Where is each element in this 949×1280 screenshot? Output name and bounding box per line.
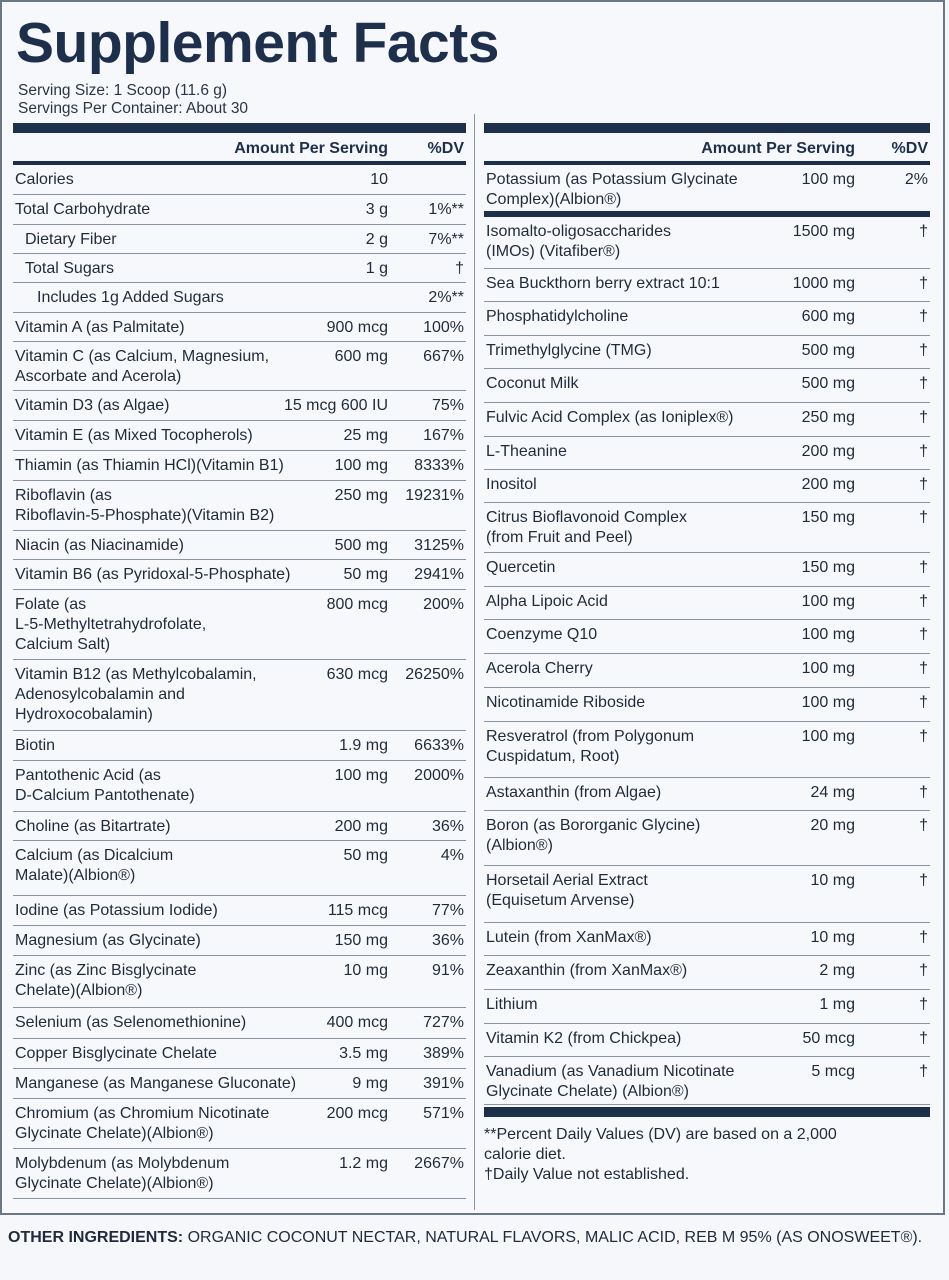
nutrient-row (484, 811, 930, 866)
nutrient-row (13, 225, 466, 254)
nutrient-dv: 167% (423, 427, 464, 444)
nutrient-row (13, 391, 466, 421)
nutrient-name: Isomalto-oligosaccharides (IMOs) (Vitafiber®) (486, 223, 671, 260)
nutrient-dv: 75% (431, 397, 464, 414)
nutrient-name: Calcium (as Dicalcium Malate)(Albion®) (15, 847, 174, 884)
nutrient-dv: 7%** (428, 231, 464, 248)
nutrient-dv: † (919, 375, 928, 392)
nutrient-name: Vitamin E (as Mixed Tocopherols) (15, 427, 253, 444)
nutrient-row (13, 731, 466, 761)
nutrient-amount: 1.2 mg (339, 1155, 388, 1172)
nutrient-dv: † (919, 694, 928, 711)
nutrient-name: Total Carbohydrate (15, 201, 151, 218)
nutrient-name: Boron (as Bororganic Glycine) (Albion®) (486, 817, 701, 854)
nutrient-row (13, 560, 466, 590)
nutrient-row (484, 369, 930, 403)
nutrient-dv: † (919, 929, 928, 946)
nutrient-amount: 150 mg (801, 509, 855, 526)
nutrient-amount: 20 mg (810, 817, 855, 834)
nutrient-name: Dietary Fiber (25, 231, 117, 248)
nutrient-row (13, 1069, 466, 1099)
nutrient-name: Lithium (486, 996, 538, 1013)
nutrient-amount: 25 mg (343, 427, 388, 444)
nutrient-dv: † (919, 509, 928, 526)
nutrient-name: Citrus Bioflavonoid Complex (from Fruit and Peel) (486, 509, 687, 546)
nutrient-name: Coenzyme Q10 (486, 626, 598, 643)
nutrient-amount: 500 mg (334, 537, 388, 554)
nutrient-amount: 3 g (365, 201, 388, 218)
nutrient-dv: † (919, 275, 928, 292)
nutrient-amount: 10 mg (810, 929, 855, 946)
nutrient-dv: 19231% (405, 487, 464, 504)
nutrient-amount: 115 mcg (327, 902, 388, 919)
top-bar (484, 123, 930, 133)
nutrient-dv: † (919, 308, 928, 325)
nutrient-amount: 24 mg (810, 784, 855, 801)
nutrient-name: Resveratrol (from Polygonum Cuspidatum, Root) (486, 728, 695, 765)
nutrient-amount: 250 mg (801, 409, 855, 426)
nutrient-row (484, 1024, 930, 1057)
nutrient-row (13, 342, 466, 391)
nutrient-name: Horsetail Aerial Extract (Equisetum Arvense) (486, 872, 648, 909)
nutrient-name: Molybdenum (as Molybdenum Glycinate Chelate)(Albion®) (15, 1155, 230, 1192)
nutrient-dv: 2%** (428, 289, 464, 306)
nutrient-row (484, 269, 930, 302)
nutrient-row (484, 778, 930, 811)
nutrient-row (484, 403, 930, 437)
nutrient-dv: † (919, 1030, 928, 1047)
nutrient-row (13, 841, 466, 896)
nutrient-dv: † (455, 260, 464, 277)
nutrient-dv: 36% (431, 932, 464, 949)
nutrient-dv: † (919, 728, 928, 745)
other-ingredients-text: ORGANIC COCONUT NECTAR, NATURAL FLAVORS, MALIC ACID, REB M 95% (AS ONOSWEET®). (183, 1229, 923, 1246)
column-divider (474, 114, 475, 1210)
nutrient-dv: 1%** (428, 201, 464, 218)
nutrient-name: Inositol (486, 476, 537, 493)
nutrient-name: Niacin (as Niacinamide) (15, 537, 184, 554)
nutrient-dv: 100% (423, 319, 464, 336)
nutrient-row (13, 812, 466, 841)
nutrient-name: Vitamin D3 (as Algae) (15, 397, 170, 414)
nutrient-row (484, 165, 930, 217)
nutrient-name: Selenium (as Selenomethionine) (15, 1014, 247, 1031)
other-ingredients (8, 1228, 938, 1248)
left-rows (13, 165, 466, 1199)
end-bar (484, 1107, 930, 1117)
nutrient-name: Zeaxanthin (from XanMax®) (486, 962, 688, 979)
nutrient-amount: 50 mg (343, 566, 388, 583)
nutrient-row (484, 990, 930, 1024)
nutrient-amount: 3.5 mg (339, 1045, 388, 1062)
nutrient-name: Phosphatidylcholine (486, 308, 629, 325)
nutrient-dv: 91% (431, 962, 464, 979)
nutrient-name: Choline (as Bitartrate) (15, 818, 171, 835)
nutrient-amount: 1500 mg (792, 223, 855, 240)
nutrient-amount: 900 mcg (326, 319, 388, 336)
nutrient-name: Manganese (as Manganese Gluconate) (15, 1075, 297, 1092)
nutrient-amount: 630 mcg (326, 666, 388, 683)
nutrient-amount: 10 mg (343, 962, 388, 979)
nutrient-row (13, 1149, 466, 1199)
nutrient-row (484, 1057, 930, 1105)
nutrient-name: Chromium (as Chromium Nicotinate Glycinate Chelate)(Albion®) (15, 1105, 270, 1142)
nutrient-row (484, 587, 930, 620)
nutrient-row (484, 470, 930, 503)
nutrient-amount: 200 mg (801, 476, 855, 493)
column-header (13, 133, 466, 165)
nutrient-row (13, 761, 466, 812)
nutrient-dv: † (919, 817, 928, 834)
nutrient-name: Acerola Cherry (486, 660, 593, 677)
nutrient-row (484, 336, 930, 369)
nutrient-name: Vitamin K2 (from Chickpea) (486, 1030, 682, 1047)
nutrient-name: Trimethylglycine (TMG) (486, 342, 652, 359)
nutrient-dv: 200% (423, 596, 464, 613)
nutrient-row (484, 503, 930, 553)
nutrient-dv: 26250% (405, 666, 464, 683)
nutrient-name: Quercetin (486, 559, 556, 576)
nutrient-amount: 200 mcg (326, 1105, 388, 1122)
nutrient-dv: † (919, 660, 928, 677)
amount-per-serving-header: Amount Per Serving (234, 140, 388, 157)
servings-per-container: Servings Per Container: About 30 (18, 100, 249, 117)
nutrient-dv: † (919, 1063, 928, 1080)
nutrient-dv: † (919, 223, 928, 240)
nutrient-name: Copper Bisglycinate Chelate (15, 1045, 217, 1062)
nutrient-name: Includes 1g Added Sugars (37, 289, 224, 306)
nutrient-amount: 600 mg (801, 308, 855, 325)
nutrient-amount: 150 mg (801, 559, 855, 576)
nutrient-name: Biotin (15, 737, 56, 754)
serving-size: Serving Size: 1 Scoop (11.6 g) (18, 82, 228, 99)
nutrient-row (13, 313, 466, 342)
nutrient-name: Vitamin B6 (as Pyridoxal-5-Phosphate) (15, 566, 291, 583)
nutrient-name: Astaxanthin (from Algae) (486, 784, 662, 801)
nutrient-row (13, 956, 466, 1008)
nutrient-row (484, 956, 930, 990)
nutrient-name: Vitamin B12 (as Methylcobalamin, Adenosylcobalamin and Hydroxocobalamin) (15, 666, 257, 723)
left-column (13, 123, 466, 1199)
nutrient-dv: † (919, 962, 928, 979)
dv-header: %DV (427, 140, 464, 157)
nutrient-dv: 571% (423, 1105, 464, 1122)
nutrient-amount: 100 mg (801, 660, 855, 677)
nutrient-amount: 1 mg (819, 996, 855, 1013)
nutrient-name: Fulvic Acid Complex (as Ioniplex®) (486, 409, 734, 426)
nutrient-name: Nicotinamide Riboside (486, 694, 646, 711)
nutrient-dv: † (919, 559, 928, 576)
nutrient-name: Vanadium (as Vanadium Nicotinate Glycinate Chelate) (Albion®) (486, 1063, 735, 1100)
nutrient-row (13, 421, 466, 451)
nutrient-dv: 2941% (414, 566, 464, 583)
nutrient-row (484, 620, 930, 654)
nutrient-dv: 2000% (414, 767, 464, 784)
nutrient-row (13, 531, 466, 560)
nutrient-row (13, 195, 466, 225)
nutrient-amount: 15 mcg 600 IU (283, 397, 388, 414)
nutrient-name: Vitamin A (as Palmitate) (15, 319, 185, 336)
nutrient-amount: 9 mg (352, 1075, 388, 1092)
nutrient-amount: 100 mg (334, 457, 388, 474)
nutrient-dv: 77% (431, 902, 464, 919)
nutrient-amount: 100 mg (801, 728, 855, 745)
nutrient-dv: 727% (423, 1014, 464, 1031)
nutrient-row (484, 217, 930, 269)
nutrient-row (484, 923, 930, 956)
nutrient-amount: 100 mg (801, 593, 855, 610)
nutrient-name: L-Theanine (486, 443, 567, 460)
nutrient-row (484, 688, 930, 722)
nutrient-name: Magnesium (as Glycinate) (15, 932, 201, 949)
nutrient-amount: 100 mg (334, 767, 388, 784)
nutrient-dv: 391% (423, 1075, 464, 1092)
nutrient-dv: † (919, 593, 928, 610)
nutrient-name: Alpha Lipoic Acid (486, 593, 608, 610)
nutrient-name: Iodine (as Potassium Iodide) (15, 902, 218, 919)
column-header (484, 133, 930, 165)
nutrient-dv: † (919, 409, 928, 426)
nutrient-amount: 100 mg (801, 626, 855, 643)
nutrient-name: Calories (15, 171, 74, 188)
nutrient-dv: † (919, 443, 928, 460)
nutrient-row (484, 553, 930, 587)
nutrient-row (13, 254, 466, 283)
nutrient-name: Pantothenic Acid (as D-Calcium Pantothenate) (15, 767, 195, 804)
nutrient-amount: 800 mcg (326, 596, 388, 613)
nutrient-row (13, 481, 466, 531)
nutrient-row (484, 722, 930, 778)
nutrient-amount: 2 g (365, 231, 388, 248)
nutrient-row (13, 1099, 466, 1149)
nutrient-dv: 2% (904, 171, 928, 188)
nutrient-row (13, 896, 466, 926)
nutrient-row (484, 654, 930, 688)
nutrient-amount: 50 mcg (802, 1030, 855, 1047)
top-bar (13, 123, 466, 133)
nutrient-row (13, 283, 466, 313)
nutrient-amount: 5 mcg (811, 1063, 855, 1080)
nutrient-amount: 100 mg (801, 694, 855, 711)
right-rows (484, 165, 930, 1105)
nutrient-amount: 10 (370, 171, 388, 188)
nutrient-amount: 200 mg (334, 818, 388, 835)
nutrient-amount: 150 mg (334, 932, 388, 949)
panel-title: Supplement Facts (16, 11, 499, 75)
nutrient-amount: 250 mg (334, 487, 388, 504)
nutrient-name: Sea Buckthorn berry extract 10:1 (486, 275, 720, 292)
nutrient-name: Riboflavin (as Riboflavin-5-Phosphate)(Vitamin B2) (15, 487, 275, 524)
nutrient-amount: 200 mg (801, 443, 855, 460)
nutrient-name: Potassium (as Potassium Glycinate Complex)(Albion®) (486, 171, 738, 208)
nutrient-amount: 1000 mg (792, 275, 855, 292)
nutrient-row (13, 1039, 466, 1069)
nutrient-name: Total Sugars (25, 260, 114, 277)
nutrient-name: Folate (as L-5-Methyltetrahydrofolate, Calcium Salt) (15, 596, 207, 653)
nutrient-amount: 1 g (365, 260, 388, 277)
nutrient-name: Thiamin (as Thiamin HCl)(Vitamin B1) (15, 457, 284, 474)
nutrient-dv: † (919, 996, 928, 1013)
nutrient-dv: 667% (423, 348, 464, 365)
nutrient-dv: 8333% (414, 457, 464, 474)
nutrient-row (13, 660, 466, 731)
nutrient-name: Zinc (as Zinc Bisglycinate Chelate)(Albion®) (15, 962, 197, 999)
amount-per-serving-header: Amount Per Serving (701, 140, 855, 157)
nutrient-dv: 2667% (414, 1155, 464, 1172)
nutrient-name: Vitamin C (as Calcium, Magnesium, Ascorbate and Acerola) (15, 348, 270, 385)
nutrient-amount: 400 mcg (326, 1014, 388, 1031)
nutrient-dv: 4% (440, 847, 464, 864)
footnotes: **Percent Daily Values (DV) are based on a 2,000 calorie diet. †Daily Value not established. (484, 1126, 837, 1183)
nutrient-amount: 100 mg (801, 171, 855, 188)
nutrient-name: Lutein (from XanMax®) (486, 929, 652, 946)
dv-header: %DV (891, 140, 928, 157)
nutrient-row (13, 590, 466, 660)
nutrient-dv: † (919, 872, 928, 889)
nutrient-row (13, 926, 466, 956)
nutrient-amount: 2 mg (819, 962, 855, 979)
other-ingredients-label: OTHER INGREDIENTS: (8, 1229, 184, 1246)
nutrient-row (484, 437, 930, 470)
nutrient-amount: 1.9 mg (339, 737, 388, 754)
nutrient-row (484, 302, 930, 336)
nutrient-name: Coconut Milk (486, 375, 579, 392)
nutrient-row (13, 165, 466, 195)
nutrient-dv: † (919, 626, 928, 643)
nutrient-row (13, 1008, 466, 1039)
nutrient-dv: 3125% (414, 537, 464, 554)
nutrient-dv: 6633% (414, 737, 464, 754)
nutrient-amount: 600 mg (334, 348, 388, 365)
nutrient-dv: † (919, 476, 928, 493)
nutrient-row (484, 866, 930, 923)
nutrient-amount: 50 mg (343, 847, 388, 864)
nutrient-amount: 500 mg (801, 375, 855, 392)
nutrient-dv: 36% (431, 818, 464, 835)
nutrient-amount: 10 mg (810, 872, 855, 889)
nutrient-dv: 389% (423, 1045, 464, 1062)
right-column (484, 123, 930, 1185)
nutrient-dv: † (919, 342, 928, 359)
nutrient-amount: 500 mg (801, 342, 855, 359)
nutrient-dv: † (919, 784, 928, 801)
nutrient-row (13, 451, 466, 481)
